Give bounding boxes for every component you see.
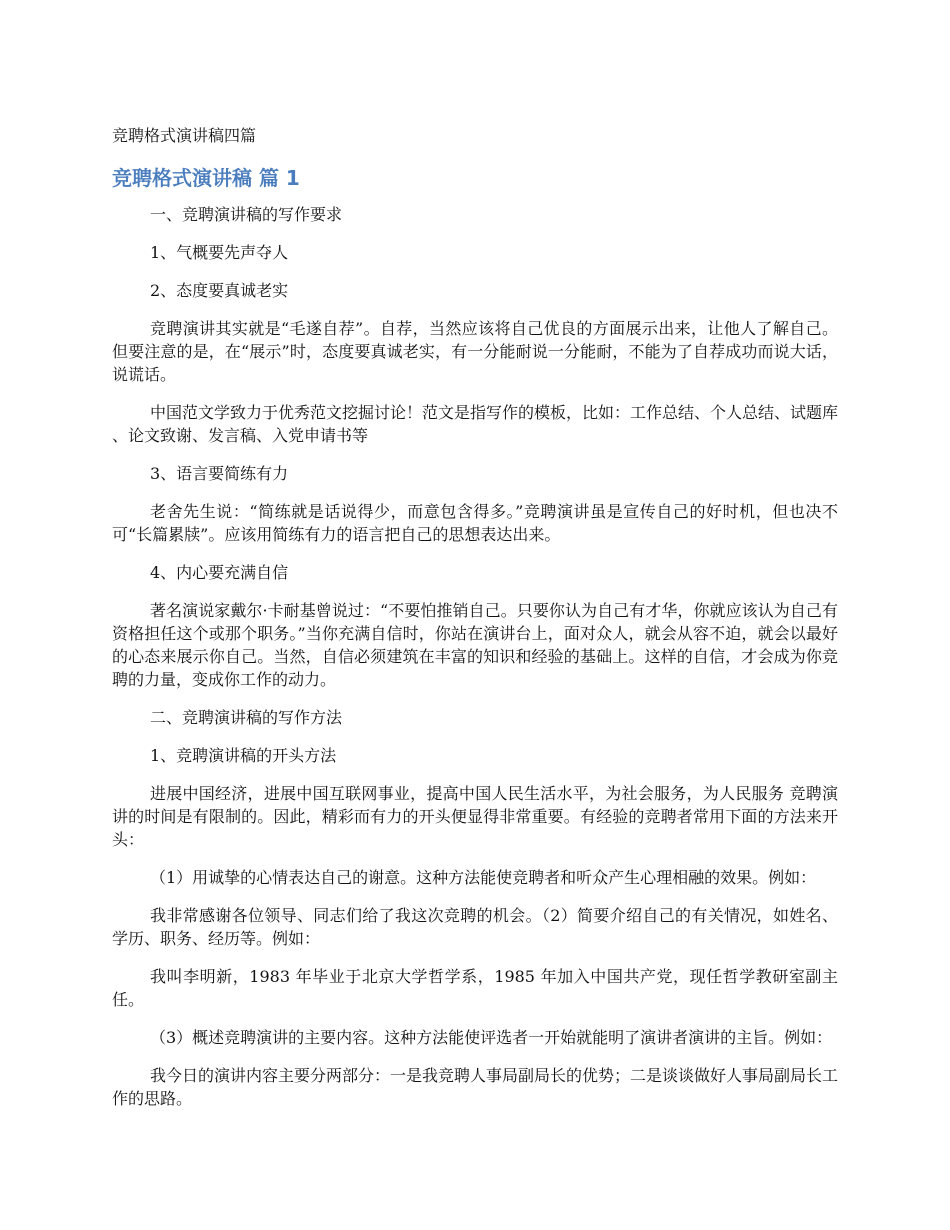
paragraph-point-2: 2、态度要真诚老实: [150, 281, 289, 300]
paragraph-point-3: 3、语言要简练有力: [150, 464, 289, 483]
document-title: 竞聘格式演讲稿四篇: [112, 126, 257, 145]
paragraph-lao-she-quote: 老舍先生说：“简练就是话说得少，而意包含得多。”竞聘演讲虽是宣传自己的好时机，但也决不可“长篇累牍”。应该用简练有力的语言把自己的思想表达出来。: [112, 502, 838, 544]
paragraph-writing-requirements: 一、竞聘演讲稿的写作要求: [150, 205, 343, 224]
paragraph-introduction-example: 我叫李明新，1983 年毕业于北京大学哲学系，1985 年加入中国共产党，现任哲学教研室副主任。: [112, 967, 838, 1009]
paragraph-opening-importance: 进展中国经济，进展中国互联网事业，提高中国人民生活水平，为社会服务，为人民服务 竞聘演讲的时间是有限制的。因此，精彩而有力的开头便显得非常重要。有经验的竞聘者常用下面的方法来开头：: [112, 784, 838, 849]
paragraph-carnegie-quote: 著名演说家戴尔·卡耐基曾说过：“不要怕推销自己。只要你认为自己有才华，你就应该认为自己有资格担任这个或那个职务。”当你充满自信时，你站在演讲台上，面对众人，就会从容不迫，就会以最好的心态来展示你自己。当然，自信必须建筑在丰富的知识和经验的基础上。这样的自信，才会成为你竞聘的力量，变成你工作的动力。: [112, 601, 838, 689]
paragraph-method-1: （1）用诚挚的心情表达自己的谢意。这种方法能使竞聘者和听众产生心理相融的效果。例如：: [150, 868, 817, 887]
paragraph-site-note: 中国范文学致力于优秀范文挖掘讨论！范文是指写作的模板，比如：工作总结、个人总结、试题库 、论文致谢、发言稿、入党申请书等: [112, 403, 839, 445]
paragraph-content-example: 我今日的演讲内容主要分两部分：一是我竞聘人事局副局长的优势；二是谈谈做好人事局副局长工作的思路。: [112, 1066, 839, 1108]
paragraph-method-3: （3）概述竞聘演讲的主要内容。这种方法能使评选者一开始就能明了演讲者演讲的主旨。例如：: [150, 1028, 833, 1047]
paragraph-point-4: 4、内心要充满自信: [150, 563, 289, 582]
document-body: [112, 203, 838, 1125]
paragraph-opening-methods: 1、竞聘演讲稿的开头方法: [150, 746, 337, 765]
paragraph-point-1: 1、气概要先声夺人: [150, 243, 289, 262]
section-heading: 竞聘格式演讲稿 篇 1: [112, 166, 300, 190]
paragraph-writing-methods: 二、竞聘演讲稿的写作方法: [150, 708, 343, 727]
paragraph-thanks-example: 我非常感谢各位领导、同志们给了我这次竞聘的机会。（2）简要介绍自己的有关情况，如姓名、学历、职务、经历等。例如：: [112, 906, 838, 948]
paragraph-self-recommendation: 竞聘演讲其实就是“毛遂自荐”。自荐，当然应该将自己优良的方面展示出来，让他人了解自己。但要注意的是，在“展示”时，态度要真诚老实，有一分能耐说一分能耐，不能为了自荐成功而说大话，说谎话。: [112, 319, 838, 384]
